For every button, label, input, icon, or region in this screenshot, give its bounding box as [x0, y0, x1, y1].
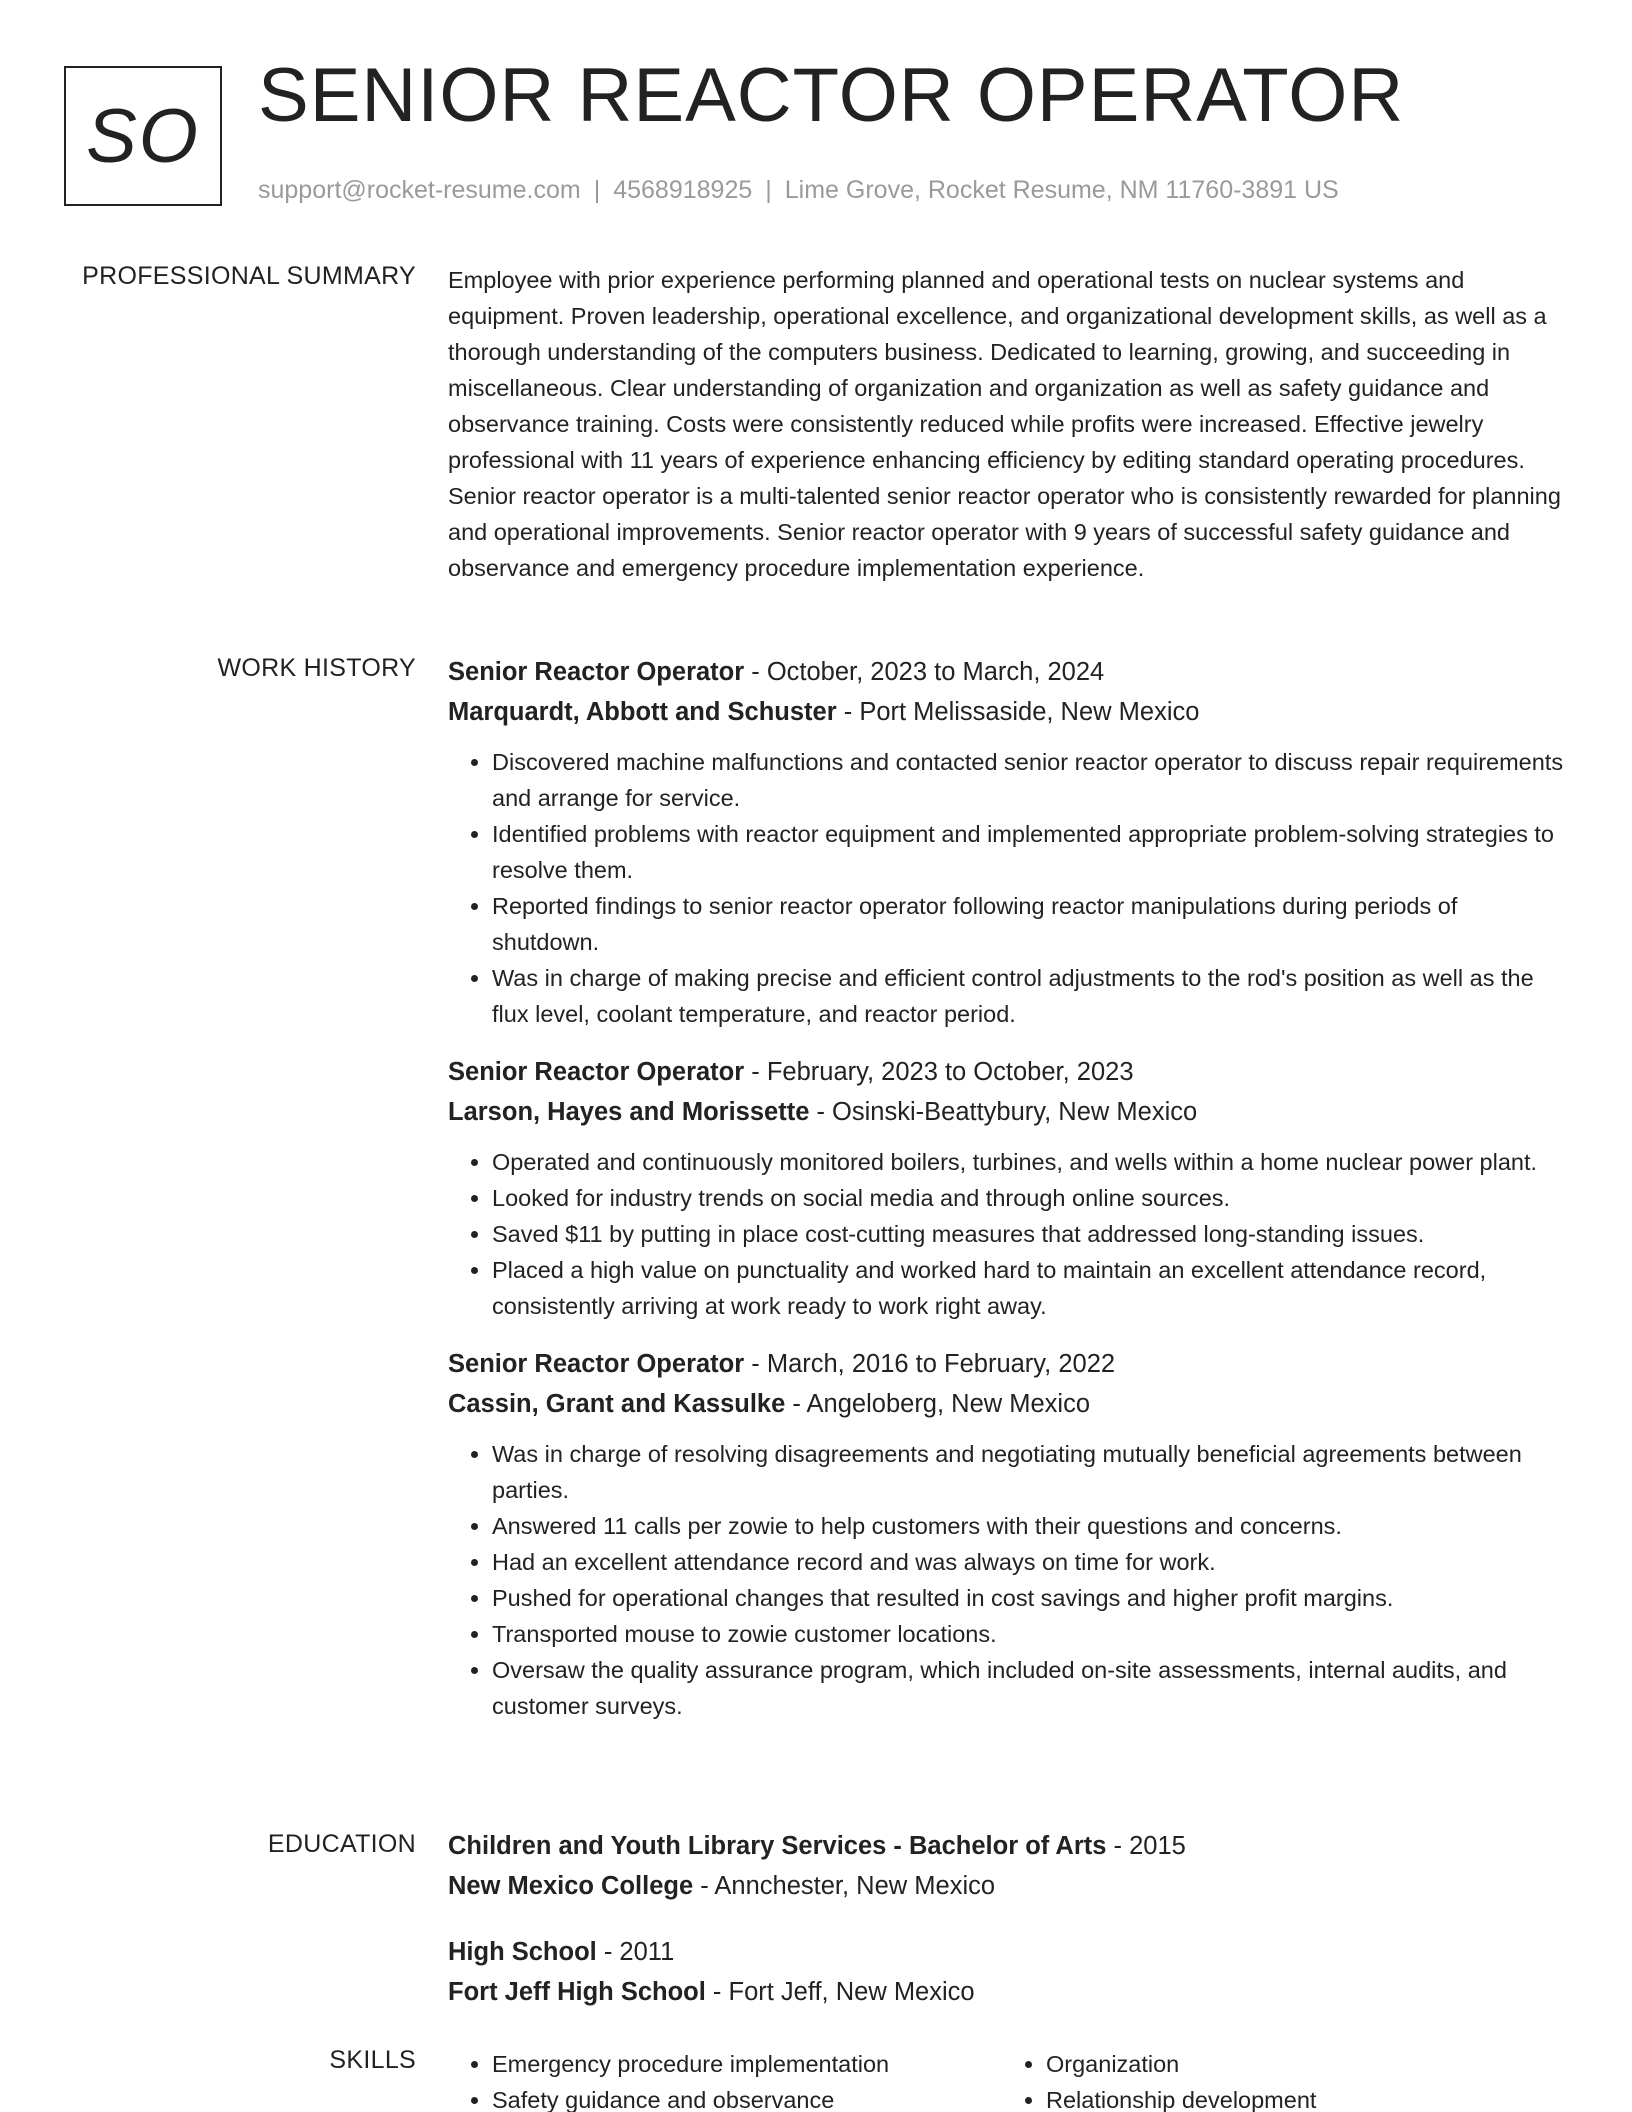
- job-role: Senior Reactor Operator: [448, 658, 745, 686]
- work-body: [448, 652, 1566, 1744]
- section-title-work: WORK HISTORY: [217, 654, 416, 682]
- contact-line: [258, 176, 1339, 205]
- education-school: New Mexico College: [448, 1872, 694, 1900]
- contact-email[interactable]: support@rocket-resume.com: [258, 176, 581, 204]
- education-location: - Annchester, New Mexico: [693, 1872, 996, 1900]
- job-company: Larson, Hayes and Morissette: [448, 1098, 810, 1126]
- education-school: Fort Jeff High School: [448, 1978, 706, 2006]
- education-degree-line: [448, 1932, 1566, 1972]
- job-company-line: [448, 1384, 1566, 1424]
- education-body: [448, 1826, 1566, 2038]
- job-dates: - October, 2023 to March, 2024: [744, 658, 1105, 686]
- job-dates: - February, 2023 to October, 2023: [744, 1058, 1134, 1086]
- education-degree: High School: [448, 1938, 597, 1966]
- job-bullet: • Was in charge of making precise and efficient control adjustments to the rod's position as well as the flux level, coolant temperature, and reactor period.: [492, 960, 1566, 1032]
- job-bullet: • Transported mouse to zowie customer locations.: [492, 1616, 1566, 1652]
- job-bullets: [448, 1436, 1566, 1724]
- job-bullets: [448, 744, 1566, 1032]
- education-entry: [448, 1826, 1566, 1906]
- skill-item: • Organization: [1046, 2046, 1556, 2082]
- job-company-line: [448, 692, 1566, 732]
- education-year: - 2015: [1106, 1832, 1186, 1860]
- job-bullet: • Looked for industry trends on social media and through online sources.: [492, 1180, 1566, 1216]
- skills-body: [448, 2046, 1566, 2112]
- skills-columns: [448, 2046, 1566, 2112]
- education-entry: [448, 1932, 1566, 2012]
- job-bullet: • Saved $11 by putting in place cost-cutting measures that addressed long-standing issues.: [492, 1216, 1566, 1252]
- job-bullet: • Discovered machine malfunctions and contacted senior reactor operator to discuss repair requirements and arrange for service.: [492, 744, 1566, 816]
- section-title-education: EDUCATION: [267, 1830, 416, 1858]
- skill-item: • Safety guidance and observance: [492, 2082, 1002, 2112]
- contact-phone[interactable]: 4568918925: [613, 176, 753, 204]
- education-school-line: [448, 1972, 1566, 2012]
- education-year: - 2011: [596, 1938, 675, 1966]
- job-dates: - March, 2016 to February, 2022: [744, 1350, 1116, 1378]
- summary-body: [448, 262, 1566, 586]
- job-entry: [448, 652, 1566, 1032]
- skill-item: • Emergency procedure implementation: [492, 2046, 1002, 2082]
- job-company: Marquardt, Abbott and Schuster: [448, 698, 837, 726]
- job-location: - Port Melissaside, New Mexico: [836, 698, 1200, 726]
- contact-separator: |: [765, 176, 772, 204]
- job-entry: [448, 1052, 1566, 1324]
- job-entry: [448, 1344, 1566, 1724]
- job-title-line: [448, 1052, 1566, 1092]
- contact-address: Lime Grove, Rocket Resume, NM 11760-3891 US: [784, 176, 1339, 204]
- skills-column-2: [1002, 2046, 1556, 2112]
- job-bullet: • Was in charge of resolving disagreements and negotiating mutually beneficial agreements between parties.: [492, 1436, 1566, 1508]
- skill-item: • Relationship development: [1046, 2082, 1556, 2112]
- job-bullets: [448, 1144, 1566, 1324]
- job-bullet: • Pushed for operational changes that resulted in cost savings and higher profit margins.: [492, 1580, 1566, 1616]
- education-degree: Children and Youth Library Services - Bachelor of Arts: [448, 1832, 1107, 1860]
- education-location: - Fort Jeff, New Mexico: [705, 1978, 975, 2006]
- job-company-line: [448, 1092, 1566, 1132]
- job-company: Cassin, Grant and Kassulke: [448, 1390, 786, 1418]
- education-degree-line: [448, 1826, 1566, 1866]
- job-location: - Osinski-Beattybury, New Mexico: [809, 1098, 1198, 1126]
- job-location: - Angeloberg, New Mexico: [785, 1390, 1091, 1418]
- job-bullet: • Reported findings to senior reactor operator following reactor manipulations during periods of shutdown.: [492, 888, 1566, 960]
- section-title-skills: SKILLS: [329, 2046, 416, 2074]
- job-bullet: • Oversaw the quality assurance program, which included on-site assessments, internal audits, and customer surveys.: [492, 1652, 1566, 1724]
- skills-column-1: [448, 2046, 1002, 2112]
- contact-separator: |: [593, 176, 601, 204]
- resume-name: SENIOR REACTOR OPERATOR: [258, 53, 1405, 138]
- job-bullet: • Operated and continuously monitored boilers, turbines, and wells within a home nuclear power plant.: [492, 1144, 1566, 1180]
- education-school-line: [448, 1866, 1566, 1906]
- job-bullet: • Placed a high value on punctuality and worked hard to maintain an excellent attendance record, consistently arriving at work ready to work right away.: [492, 1252, 1566, 1324]
- section-title-summary: PROFESSIONAL SUMMARY: [82, 262, 416, 290]
- summary-text: Employee with prior experience performing planned and operational tests on nuclear systems and equipment. Proven leadership, operational excellence, and organizational development skills, as well as a thorough understanding of the computers business. Dedicated to learning, growing, and succeeding in miscellaneous. Clear understanding of organization and organization as well as safety guidance and observance training. Costs were consistently reduced while profits were increased. Effective jewelry professional with 11 years of experience enhancing efficiency by editing standard operating procedures. Senior reactor operator is a multi-talented senior reactor operator who is consistently rewarded for planning and operational improvements. Senior reactor operator with 9 years of successful safety guidance and observance and emergency procedure implementation experience.: [448, 267, 1561, 581]
- job-bullet: • Had an excellent attendance record and was always on time for work.: [492, 1544, 1566, 1580]
- job-role: Senior Reactor Operator: [448, 1350, 745, 1378]
- job-bullet: • Answered 11 calls per zowie to help customers with their questions and concerns.: [492, 1508, 1566, 1544]
- monogram-initials: SO: [86, 93, 200, 179]
- job-title-line: [448, 652, 1566, 692]
- job-title-line: [448, 1344, 1566, 1384]
- job-role: Senior Reactor Operator: [448, 1058, 745, 1086]
- monogram-box: [64, 66, 222, 206]
- job-bullet: • Identified problems with reactor equipment and implemented appropriate problem-solving strategies to resolve them.: [492, 816, 1566, 888]
